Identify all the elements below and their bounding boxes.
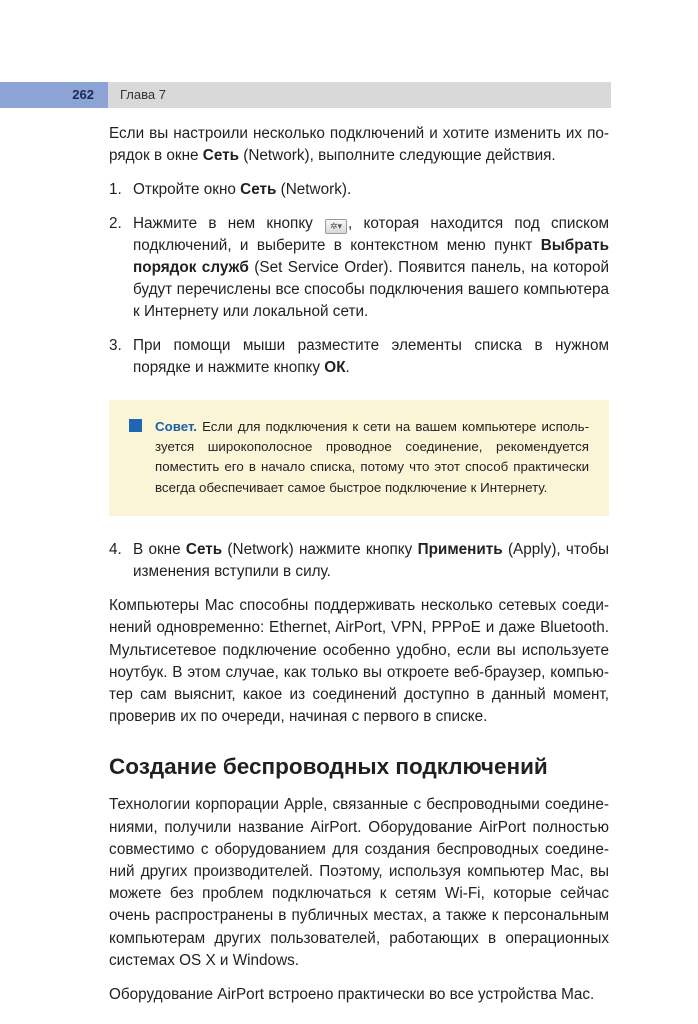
airport-builtin-paragraph: Оборудование AirPort встроено практически во все устройства Mac. (109, 986, 595, 1004)
tip-square-icon (129, 419, 142, 432)
step-3 (109, 335, 609, 379)
tip-text: Совет. Если для подключения к сети на вашем компьютере используется широкополосное проводное соединение, рекомендуется поместить его в начало списка, потому что этот способ практически всегда обеспечивает самое быстрое подключение к Интернету. (129, 417, 589, 498)
chapter-title: Глава 7 (108, 82, 611, 108)
page-body (109, 123, 609, 1006)
airport-paragraph: Технологии корпорации Apple, связанные с беспроводными соединениями, получили название AirPort. Оборудование AirPort полностью совместимо с оборудованием для создания беспроводных соединений других производителей. Поэтому, используя компьютер Mac, вы можете без проблем подключаться к сетям Wi-Fi, которые сейчас очень распространены в публичных местах, а также к персональным компьютерам других пользователей, работающих в операционных системах OS X и Windows. (109, 796, 609, 969)
step-1 (109, 179, 609, 201)
intro-paragraph: Если вы настроили несколько подключений и хотите изменить их порядок в окне Сеть (Network), выполните следующие действия. (109, 125, 609, 165)
step-4 (109, 539, 609, 583)
step-number: 4. (109, 540, 122, 558)
step-2 (109, 213, 609, 324)
tip-box (109, 400, 609, 516)
step-text: При помощи мыши разместите элементы списка в нужном порядке и нажмите кнопку ОК. (133, 336, 609, 376)
step-text: В окне Сеть (Network) нажмите кнопку Применить (Apply), чтобы изменения вступили в силу. (133, 540, 610, 581)
step-number: 1. (109, 181, 122, 199)
step-number: 3. (109, 336, 122, 354)
step-text: Откройте окно Сеть (Network). (133, 181, 352, 199)
action-menu-icon: ✲▾ (325, 219, 347, 234)
page-number: 262 (0, 82, 108, 108)
running-header (0, 82, 611, 108)
step-number: 2. (109, 214, 122, 232)
multinetwork-paragraph: Компьютеры Mac способны поддерживать несколько сетевых соединений одновременно: Ethernet, AirPort, VPN, PPPoE и даже Bluetooth. Мультисетевое подключение особенно удобно, если вы используете ноутбук. В этом случае, как только вы откроете веб-браузер, компьютер сам выяснит, какое из соединений доступно в данный момент, проверив их по очереди, начиная с первого в списке. (109, 597, 609, 726)
tip-label: Совет. (155, 419, 197, 435)
section-heading: Создание беспроводных подключений (109, 754, 548, 780)
step-text: Нажмите в нем кнопку ✲▾ , которая находится под списком подключений, и выберите в контекстном меню пункт Выбрать порядок служб (Set Service Order). Появится панель, на которой будут перечислены все способы подключения вашего компьютера к Интернету или локальной сети. (133, 214, 609, 321)
